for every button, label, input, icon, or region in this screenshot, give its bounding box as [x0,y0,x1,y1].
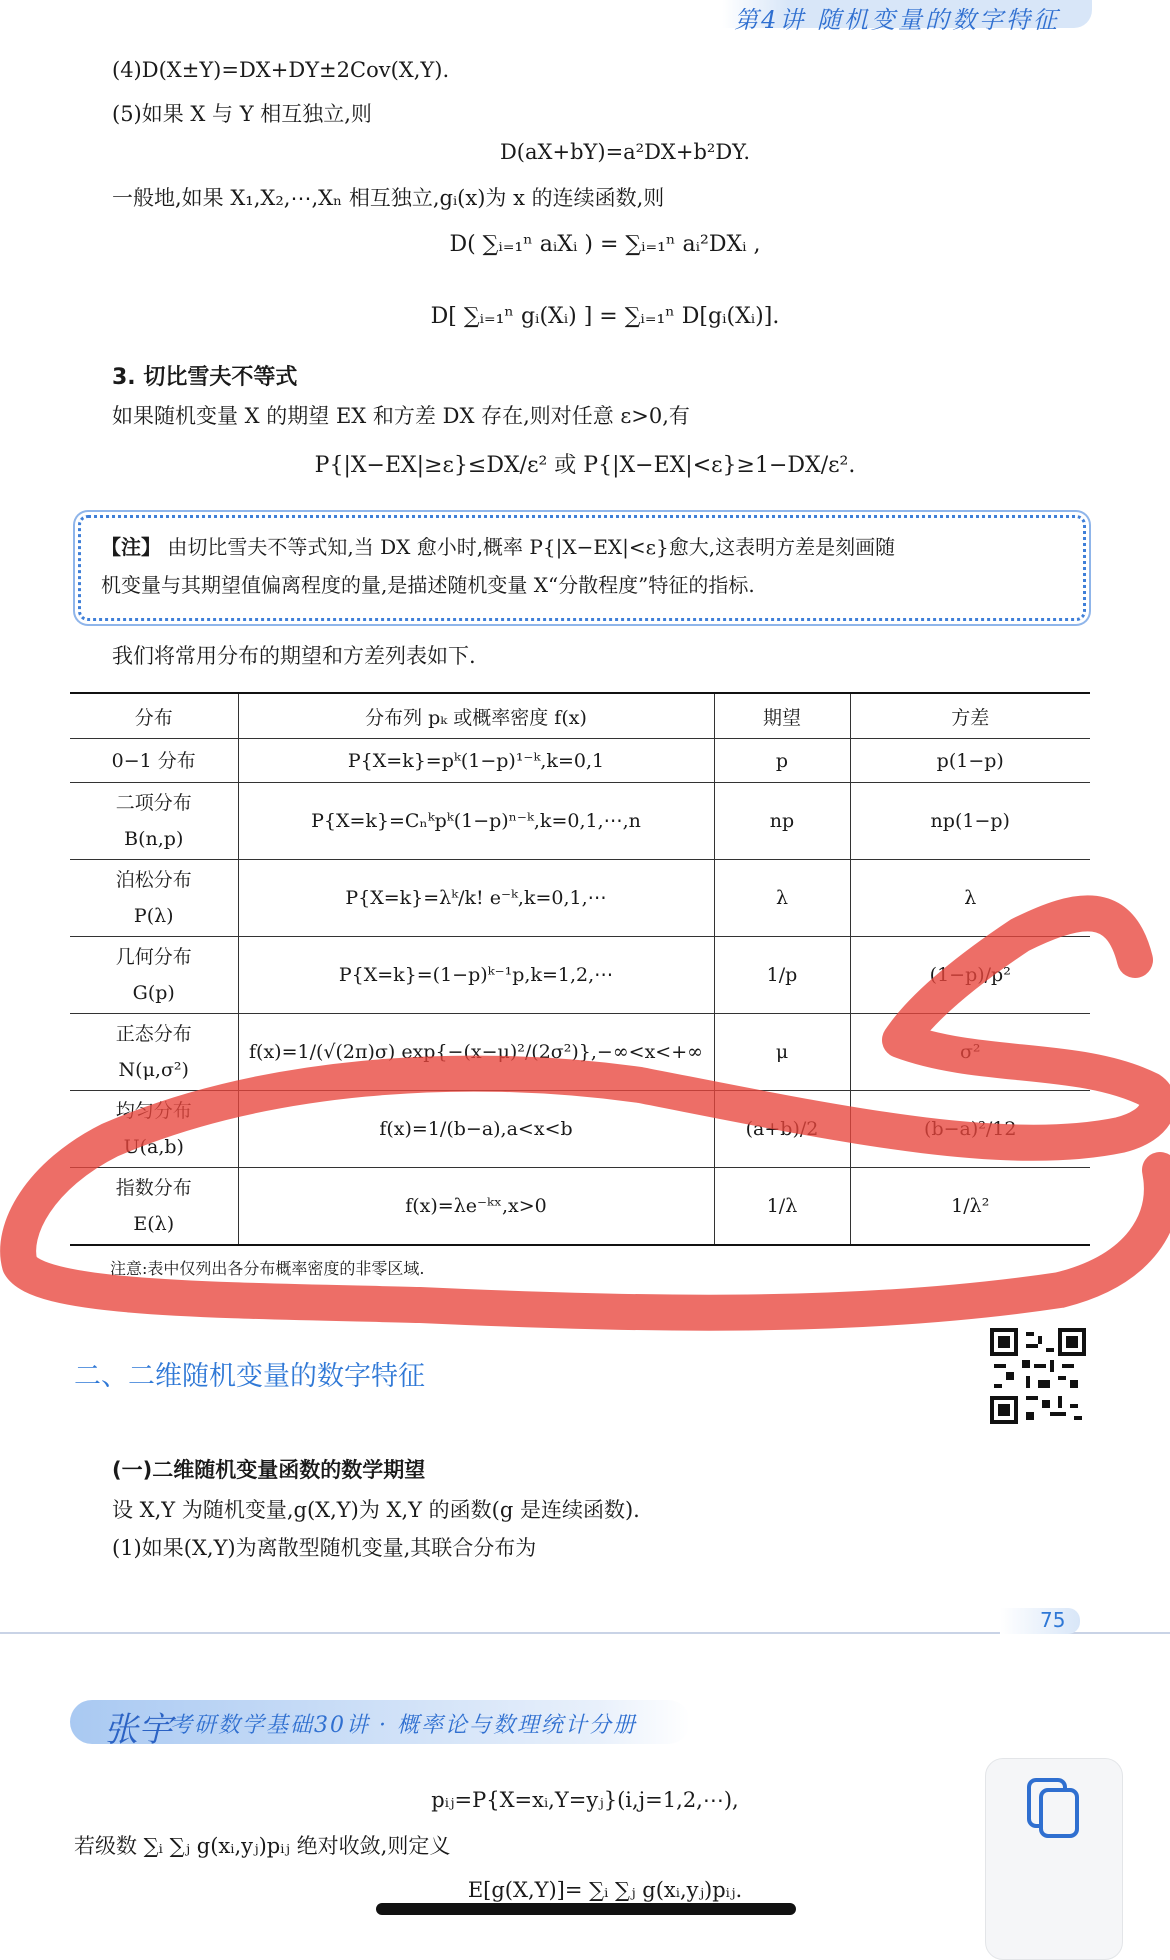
header-variance: 方差 [850,693,1090,739]
author-logo: 张宇 [104,1710,172,1750]
header-pmf-pdf: 分布列 pₖ 或概率密度 f(x) [238,693,714,739]
mean-value: 1/p [714,937,850,1014]
note-box [78,515,1086,621]
distribution-name-cell [70,783,238,860]
chapter-header: 第4讲 随机变量的数字特征 [734,6,1060,34]
distribution-notation: G(p) [132,982,175,1004]
distribution-notation: N(μ,σ²) [118,1059,189,1081]
table-row-poisson [70,860,1090,937]
distribution-name-cell [70,1168,238,1245]
distribution-formula: P{X=k}=Cₙᵏpᵏ(1−p)ⁿ⁻ᵏ,k=0,1,⋯,n [238,783,714,860]
distribution-name-cell [70,860,238,937]
table-row-binomial [70,783,1090,860]
chebyshev-formula: P{|X−EX|≥ε}≤DX/ε² 或 P{|X−EX|<ε}≥1−DX/ε². [314,453,856,478]
header-distribution: 分布 [70,693,238,739]
note-line-2: 机变量与其期望值偏离程度的量,是描述随机变量 X“分散程度”特征的指标. [101,573,755,597]
variance-value: p(1−p) [850,739,1090,783]
variance-value: 1/λ² [850,1168,1090,1245]
chebyshev-title: 3. 切比雪夫不等式 [112,365,298,390]
distribution-formula: f(x)=1/(b−a),a<x<b [238,1091,714,1168]
distribution-name: 泊松分布 [115,869,192,891]
table-header-row [70,693,1090,739]
distribution-name-cell [70,937,238,1014]
variance-value: λ [850,860,1090,937]
distribution-formula: P{X=k}=(1−p)ᵏ⁻¹p,k=1,2,⋯ [238,937,714,1014]
mean-value: λ [714,860,850,937]
qr-code-icon [990,1328,1086,1424]
mean-value: μ [714,1014,850,1091]
table-row-geometric [70,937,1090,1014]
series-condition: 若级数 ∑ᵢ ∑ⱼ g(xᵢ,yⱼ)pᵢⱼ 绝对收敛,则定义 [74,1834,451,1858]
copy-button[interactable] [985,1758,1123,1960]
table-row-0-1 [70,739,1090,783]
section-heading: 二、二维随机变量的数字特征 [74,1361,425,1392]
mean-value: p [714,739,850,783]
distribution-formula: P{X=k}=λᵏ/k! e⁻ᵏ,k=0,1,⋯ [238,860,714,937]
variance-value: (1−p)/p² [850,937,1090,1014]
page-number-tab [1000,1608,1080,1634]
variance-value: σ² [850,1014,1090,1091]
property-4: (4)D(X±Y)=DX+DY±2Cov(X,Y). [112,58,450,82]
mean-value: (a+b)/2 [714,1091,850,1168]
mean-value: np [714,783,850,860]
variance-value: np(1−p) [850,783,1090,860]
property-5-formula: D(aX+bY)=a²DX+b²DY. [499,140,751,164]
distribution-notation: E(λ) [133,1212,175,1235]
home-indicator [376,1903,796,1915]
distribution-name-cell [70,1091,238,1168]
subsection-title: (一)二维随机变量函数的数学期望 [112,1458,426,1482]
header-mean: 期望 [714,693,850,739]
property-5: (5)如果 X 与 Y 相互独立,则 [112,102,372,126]
distribution-name-cell [70,739,238,783]
note-line-1: 由切比雪夫不等式知,当 DX 愈小时,概率 P{|X−EX|<ε}愈大,这表明方差是刻画随 [167,535,896,559]
copy-icon [1024,1775,1084,1841]
book-title: 考研数学基础30讲 · 概率论与数理统计分册 [170,1713,637,1738]
distribution-name: 均匀分布 [115,1100,192,1122]
table-row-normal [70,1014,1090,1091]
distribution-notation: B(n,p) [124,828,184,850]
page-76 [0,1640,1170,1939]
distribution-formula: f(x)=1/(√(2π)σ) exp{−(x−μ)²/(2σ²)},−∞<x<+∞ [238,1014,714,1091]
expectation-formula: E[g(X,Y)]= ∑ᵢ ∑ⱼ g(xᵢ,yⱼ)pᵢⱼ. [467,1878,743,1902]
distribution-name: 0−1 分布 [111,749,196,772]
general-statement: 一般地,如果 X₁,X₂,⋯,Xₙ 相互独立,gᵢ(x)为 x 的连续函数,则 [112,186,665,210]
joint-distribution-formula: pᵢⱼ=P{X=xᵢ,Y=yⱼ}(i,j=1,2,⋯), [431,1788,739,1812]
page-number: 75 [1040,1608,1066,1632]
chebyshev-text: 如果随机变量 X 的期望 EX 和方差 DX 存在,则对任意 ε>0,有 [112,404,690,428]
distribution-name: 指数分布 [115,1176,192,1199]
distribution-name: 几何分布 [115,946,192,968]
distribution-notation: U(a,b) [123,1136,184,1158]
section2-line-1: 设 X,Y 为随机变量,g(X,Y)为 X,Y 的函数(g 是连续函数). [112,1498,640,1522]
table-footnote: 注意:表中仅列出各分布概率密度的非零区域. [110,1259,425,1278]
table-row-uniform [70,1091,1090,1168]
table-intro: 我们将常用分布的期望和方差列表如下. [112,644,476,668]
note-label: 【注】 [101,535,161,559]
sum-formula-2: D[ ∑ᵢ₌₁ⁿ gᵢ(Xᵢ) ] = ∑ᵢ₌₁ⁿ D[gᵢ(Xᵢ)]. [430,304,780,329]
variance-value: (b−a)²/12 [850,1091,1090,1168]
distribution-notation: P(λ) [133,905,174,927]
mean-value: 1/λ [714,1168,850,1245]
table-row-exponential [70,1168,1090,1245]
distribution-name: 二项分布 [115,792,192,814]
distribution-table [70,692,1090,1246]
distribution-name-cell [70,1014,238,1091]
sum-formula-1: D( ∑ᵢ₌₁ⁿ aᵢXᵢ ) = ∑ᵢ₌₁ⁿ aᵢ²DXᵢ , [449,232,761,257]
distribution-formula: f(x)=λe⁻ᵏˣ,x>0 [238,1168,714,1245]
distribution-name: 正态分布 [115,1023,192,1045]
distribution-formula: P{X=k}=pᵏ(1−p)¹⁻ᵏ,k=0,1 [238,739,714,783]
section2-line-2: (1)如果(X,Y)为离散型随机变量,其联合分布为 [112,1536,537,1560]
